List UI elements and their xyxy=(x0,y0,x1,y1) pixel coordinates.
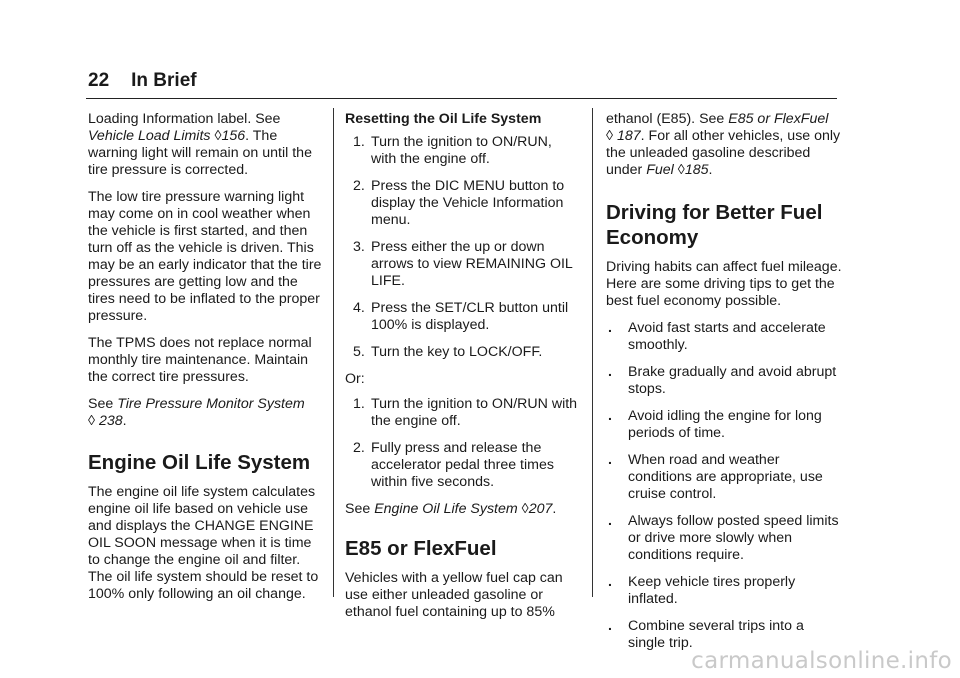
column-divider-1 xyxy=(333,108,334,597)
list-item: . When road and weather conditions are appropriate, use cruise control. xyxy=(608,452,823,502)
steps-list-b xyxy=(345,396,578,491)
or-label: Or: xyxy=(345,371,365,387)
section-heading: E85 or FlexFuel xyxy=(345,537,497,560)
section-heading: Driving for Better Fuel Economy xyxy=(606,201,823,249)
list-item: 3. Press either the up or down arrows to view REMAINING OIL LIFE. xyxy=(353,239,573,289)
watermark: carmanualsonline.info xyxy=(691,648,952,674)
list-item: . Avoid idling the engine for long periods of time. xyxy=(608,408,822,441)
page-ref-icon: ◊ xyxy=(88,413,96,429)
page-ref[interactable]: 207 xyxy=(528,501,553,517)
paragraph: The TPMS does not replace normal monthly tire maintenance. Maintain the correct tire pressures. xyxy=(88,335,312,385)
list-item: 5. Turn the key to LOCK/OFF. xyxy=(353,344,543,360)
tips-list xyxy=(606,320,842,652)
list-item: 2. Fully press and release the accelerator pedal three times within five seconds. xyxy=(353,440,554,490)
paragraph: Driving habits can affect fuel mileage. Here are some driving tips to get the best fuel economy possible. xyxy=(606,259,842,309)
page-ref[interactable]: 156 xyxy=(221,128,246,144)
list-item: 2. Press the DIC MENU button to display the Vehicle Information menu. xyxy=(353,178,565,228)
list-item: . Brake gradually and avoid abrupt stops. xyxy=(608,364,837,397)
cross-reference-link[interactable]: Vehicle Load Limits xyxy=(88,128,211,144)
bullet-icon: . xyxy=(608,574,612,590)
page-ref[interactable]: 238 xyxy=(98,413,123,429)
cross-reference-link[interactable]: E85 or FlexFuel xyxy=(728,111,829,127)
page-ref-icon: ◊ xyxy=(606,128,614,144)
subheading: Resetting the Oil Life System xyxy=(345,111,542,127)
list-item: 1. Turn the ignition to ON/RUN, with the engine off. xyxy=(353,134,552,167)
list-item: . Keep vehicle tires properly inflated. xyxy=(608,574,796,607)
list-item: . Always follow posted speed limits or drive more slowly when conditions require. xyxy=(608,513,839,563)
paragraph: See Engine Oil Life System ◊207. xyxy=(345,501,557,517)
section-heading: Engine Oil Life System xyxy=(88,451,311,474)
column-3 xyxy=(606,111,842,662)
cross-reference-link[interactable]: Tire Pressure Monitor System xyxy=(117,396,305,412)
paragraph: Vehicles with a yellow fuel cap can use either unleaded gasoline or ethanol fuel containing up to 85% xyxy=(345,570,563,620)
page-ref[interactable]: 185 xyxy=(684,162,709,178)
paragraph: The low tire pressure warning light may come on in cool weather when the vehicle is first started, and then turn off as the vehicle is driven. This may be an early indicator that the tire pressures are getting low and the tires need to be inflated to the proper pressure. xyxy=(88,189,322,324)
list-item: . Combine several trips into a single trip. xyxy=(608,618,804,651)
paragraph: See Tire Pressure Monitor System ◊ 238. xyxy=(88,396,305,429)
paragraph: Loading Information label. See Vehicle Load Limits ◊156. The warning light will remain on until the tire pressure is corrected. xyxy=(88,111,312,178)
page-number: 22 xyxy=(88,70,110,91)
page-ref-icon: ◊ xyxy=(214,128,222,144)
list-item: . Avoid fast starts and accelerate smoothly. xyxy=(608,320,826,353)
page-ref[interactable]: 187 xyxy=(616,128,641,144)
column-2 xyxy=(345,111,578,631)
page-ref-icon: ◊ xyxy=(677,162,685,178)
header-rule xyxy=(86,98,837,99)
paragraph: ethanol (E85). See E85 or FlexFuel ◊ 187. For all other vehicles, use only the unleaded gasoline described under Fuel ◊185. xyxy=(606,111,841,178)
list-item: 4. Press the SET/CLR button until 100% is displayed. xyxy=(353,300,569,333)
section-title: In Brief xyxy=(131,70,197,91)
bullet-icon: . xyxy=(608,408,612,424)
bullet-icon: . xyxy=(608,618,612,634)
cross-reference-link[interactable]: Fuel xyxy=(646,162,674,178)
bullet-icon: . xyxy=(608,364,612,380)
column-1 xyxy=(88,111,324,613)
bullet-icon: . xyxy=(608,452,612,468)
page-header xyxy=(88,70,197,92)
page-ref-icon: ◊ xyxy=(521,501,529,517)
column-divider-2 xyxy=(592,108,593,597)
bullet-icon: . xyxy=(608,513,612,529)
cross-reference-link[interactable]: Engine Oil Life System xyxy=(374,501,518,517)
bullet-icon: . xyxy=(608,320,612,336)
steps-list-a xyxy=(345,134,578,361)
list-item: 1. Turn the ignition to ON/RUN with the engine off. xyxy=(353,396,578,429)
paragraph: The engine oil life system calculates engine oil life based on vehicle use and displays the CHANGE ENGINE OIL SOON message when it is time to change the engine oil and filter. The oil life system should be reset to 100% only following an oil change. xyxy=(88,484,319,602)
